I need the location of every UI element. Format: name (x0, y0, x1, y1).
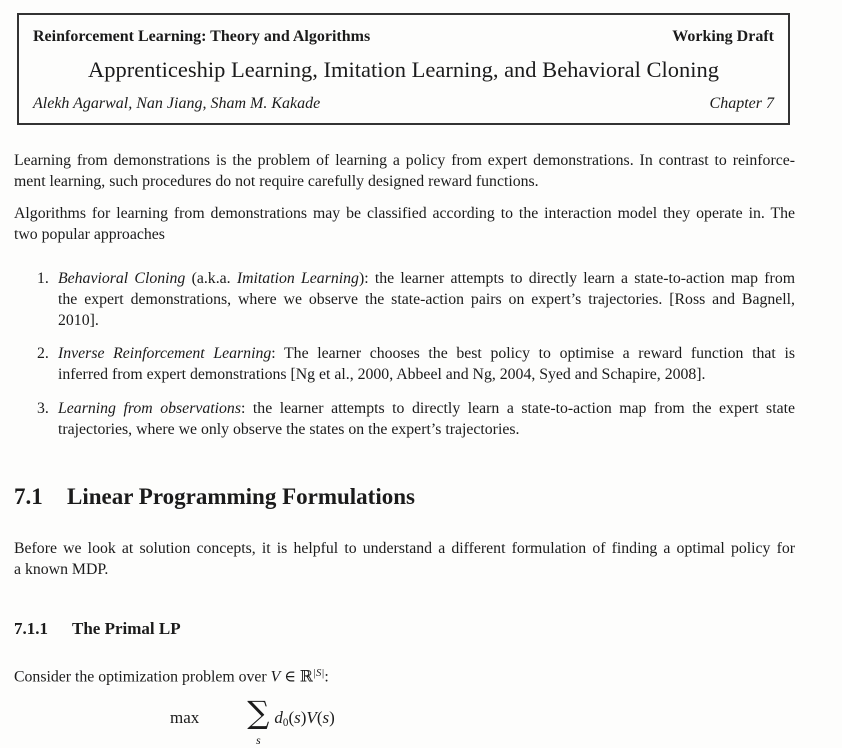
max-operator: max (170, 708, 200, 727)
heading-title: Linear Programming Formulations (67, 484, 415, 509)
list-item (14, 398, 795, 440)
sigma-subscript: s (256, 733, 261, 747)
text-line: Before we look at solution concepts, it is helpful to understand a different formulation of finding a optimal policy for (14, 540, 795, 557)
text-line: inferred from expert demonstrations [Ng et al., 2000, Abbeel and Ng, 2004, Syed and Schapire, 2008]. (58, 366, 706, 383)
text-line: ment learning, such procedures do not require carefully designed reward functions. (14, 173, 539, 190)
paragraph (14, 150, 795, 192)
list-item (14, 268, 795, 331)
text-line: the expert demonstrations, where we observe the state-action pairs on expert’s trajectories. [Ross and Bagnell, (58, 291, 795, 308)
list-number: 3. (37, 400, 49, 417)
book-title: Reinforcement Learning: Theory and Algorithms (33, 28, 371, 45)
paragraph (14, 203, 795, 245)
equation-term: $d_0(s)V(s)$ (274, 708, 335, 729)
text-line: Learning from observations: the learner attempts to directly learn a state-to-action map from the expert state (58, 400, 795, 417)
chapter-header-box (17, 13, 790, 125)
text-line: Consider the optimization problem over V ∈ ℝ$^{|S|}$: (14, 667, 329, 686)
text-line: Learning from demonstrations is the problem of learning a policy from expert demonstrations. In contrast to reinforce- (14, 152, 795, 169)
heading-number: 7.1 (14, 484, 43, 509)
text-line: two popular approaches (14, 226, 165, 243)
list-number: 1. (37, 270, 49, 287)
text-line: a known MDP. (14, 561, 109, 578)
text-line: 2010]. (58, 312, 99, 329)
list-number: 2. (37, 345, 49, 362)
chapter-label: Chapter 7 (709, 95, 774, 112)
list-item (14, 343, 795, 385)
authors: Alekh Agarwal, Nan Jiang, Sham M. Kakade (33, 95, 321, 112)
paragraph (14, 663, 795, 687)
header-bottom-row (19, 94, 788, 114)
header-top-row (19, 15, 788, 47)
draft-status: Working Draft (672, 28, 774, 45)
heading-title: The Primal LP (72, 619, 181, 638)
sigma-symbol: ∑ (247, 695, 270, 731)
summation (247, 695, 270, 747)
display-equation (170, 695, 335, 747)
chapter-title: Apprenticeship Learning, Imitation Learning, and Behavioral Cloning (87, 57, 720, 82)
text-line: Algorithms for learning from demonstrations may be classified according to the interaction model they operate in. The (14, 205, 795, 222)
subsection-heading (14, 618, 795, 640)
section-heading (14, 484, 795, 510)
heading-number: 7.1.1 (14, 619, 48, 638)
paragraph (14, 538, 795, 580)
text-line: Behavioral Cloning (a.k.a. Imitation Learning): the learner attempts to directly learn a state-to-action map from (58, 270, 796, 287)
text-line: trajectories, where we only observe the states on the expert’s trajectories. (58, 421, 520, 438)
text-line: Inverse Reinforcement Learning: The learner chooses the best policy to optimise a reward function that is (58, 345, 796, 362)
